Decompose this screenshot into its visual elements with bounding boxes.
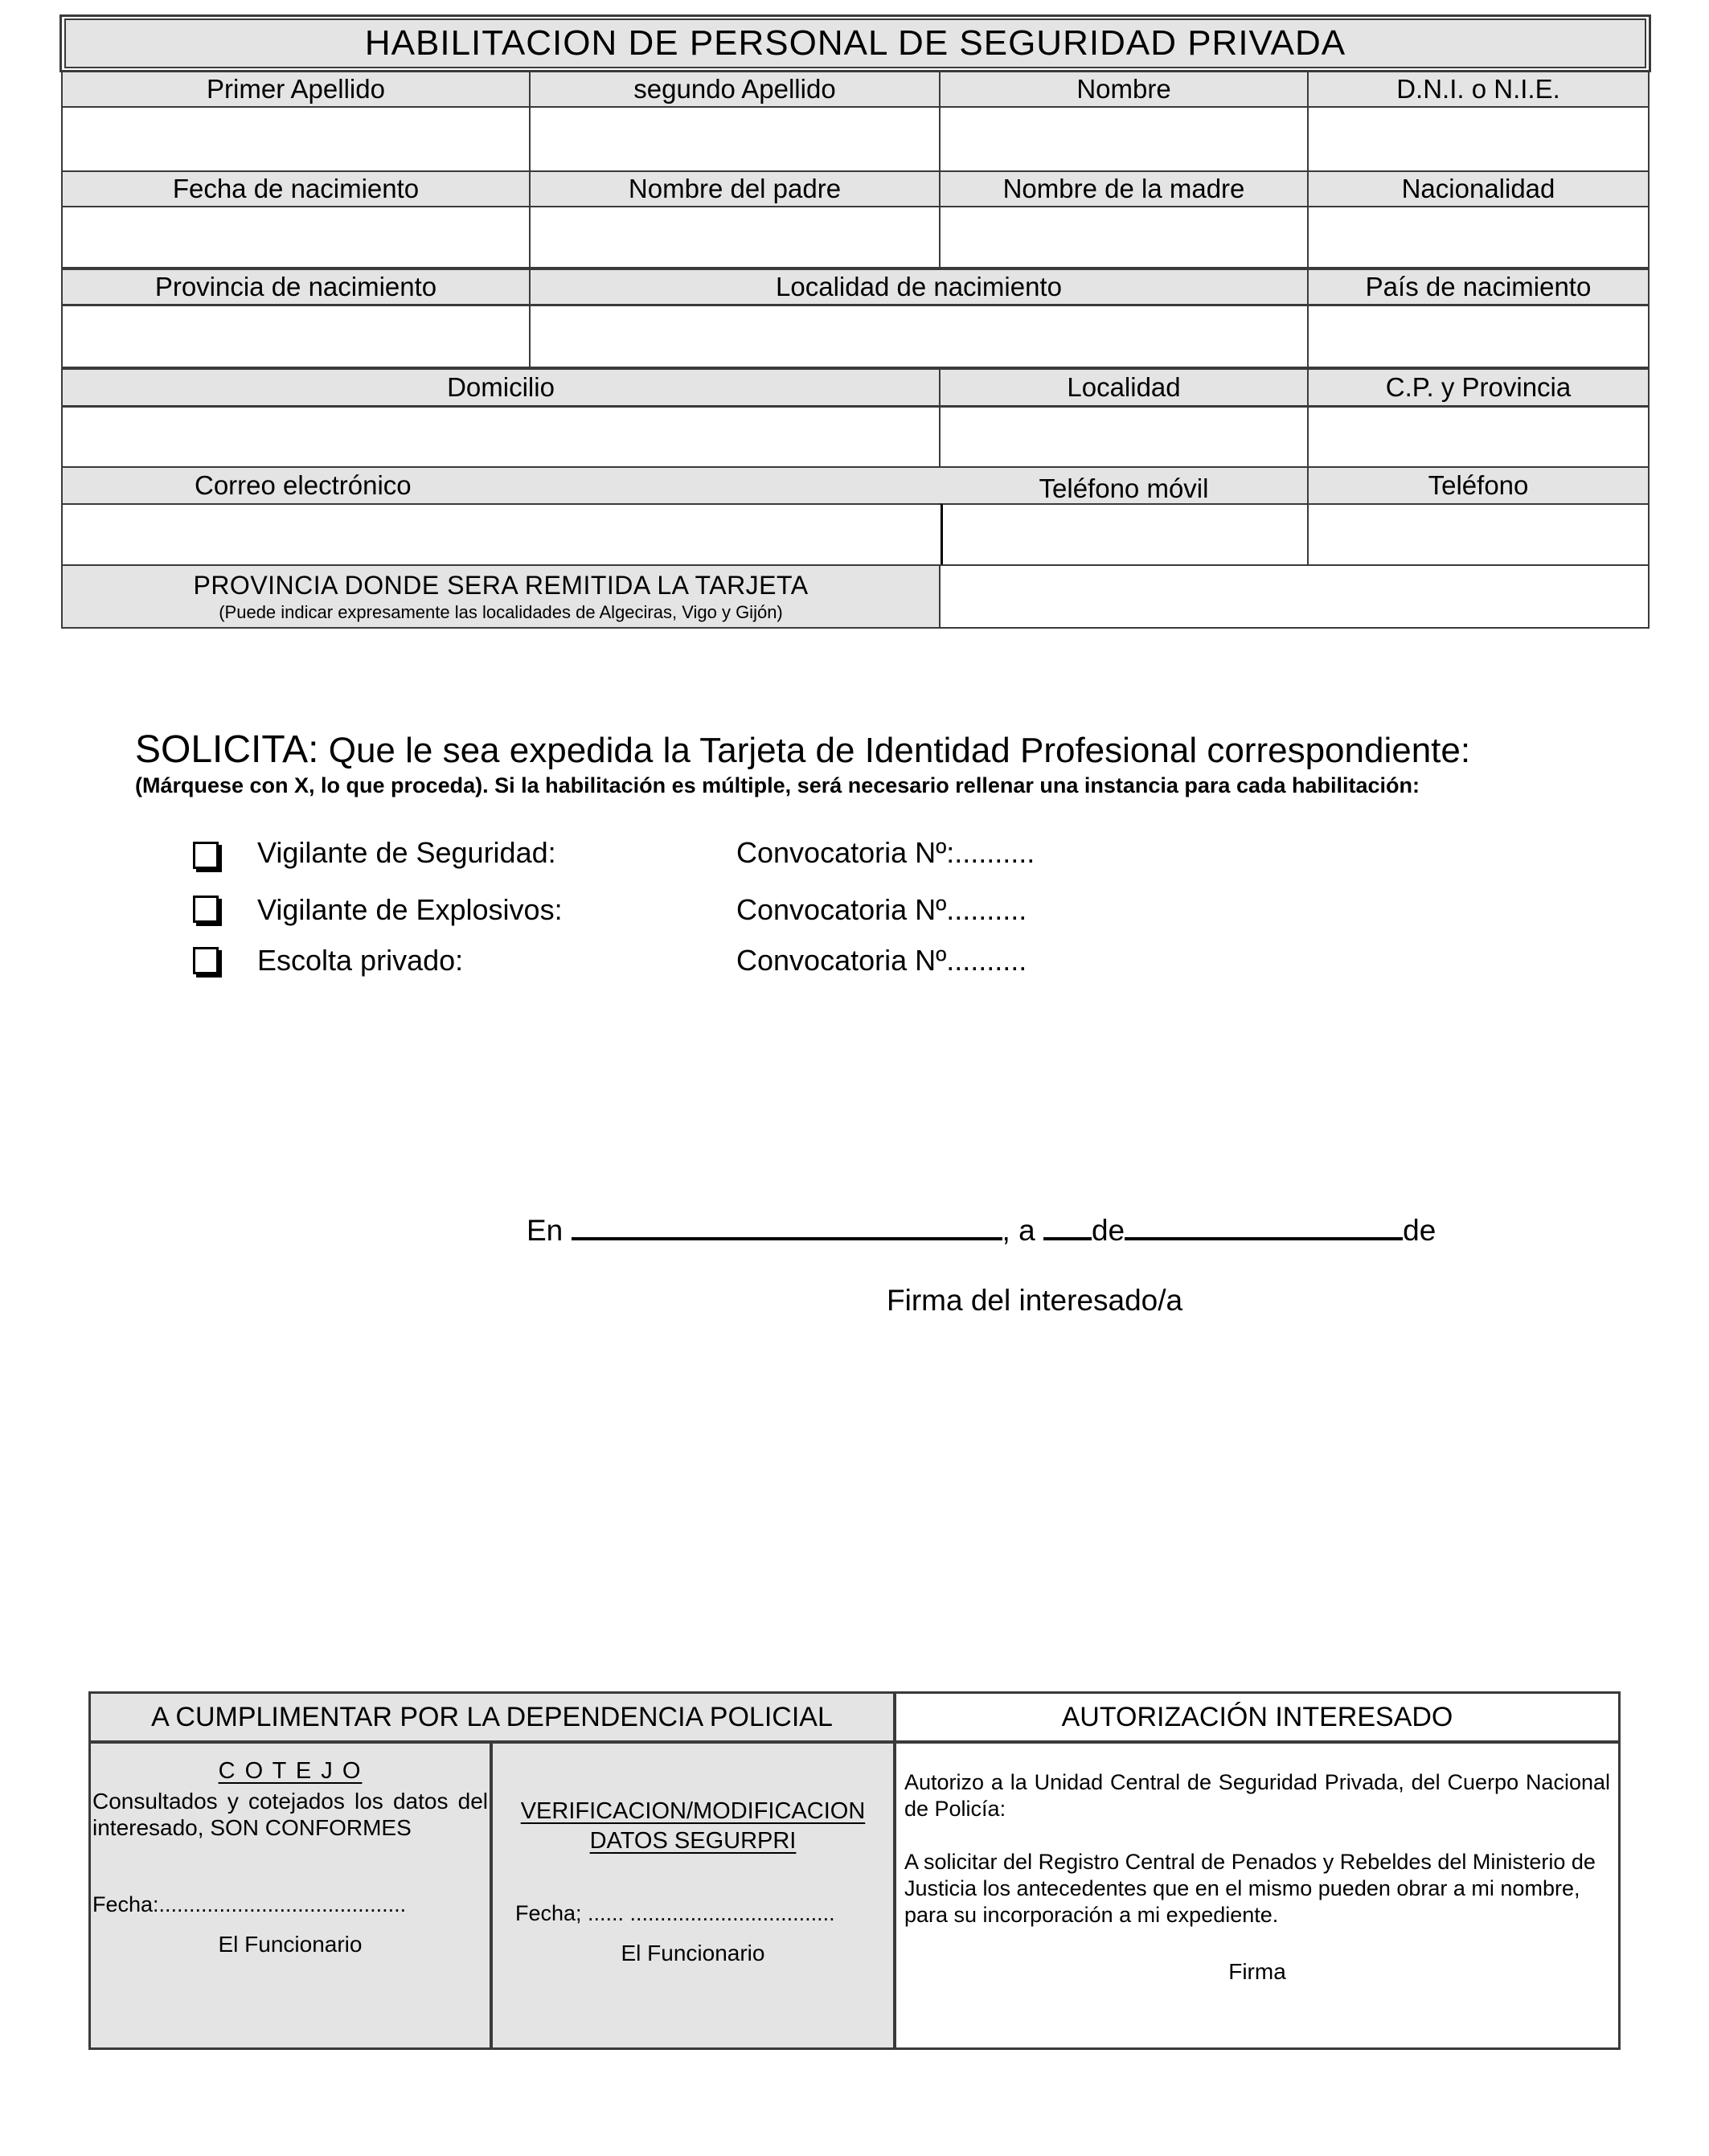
localidad-nacimiento-cell [529,304,1309,368]
label-telefono-movil: Teléfono móvil [1039,473,1209,503]
auth-section-header: AUTORIZACIÓN INTERESADO [894,1691,1621,1743]
request-statement [135,728,1470,772]
primer-apellido-input[interactable] [63,108,529,170]
telefono-movil-cell [941,503,1309,566]
convocatoria-escolta-privado: Convocatoria Nº.......... [736,944,1027,977]
request-text: Que le sea expedida la Tarjeta de Identidad Profesional correspondiente: [318,731,1471,770]
label-domicilio: Domicilio [61,367,941,407]
autorizacion-box [894,1741,1621,2050]
verificacion-box [490,1741,895,2050]
verificacion-title-line1: VERIFICACION/MODIFICACION [520,1798,866,1824]
signature-place-date [527,1214,1436,1248]
verificacion-funcionario: El Funcionario [621,1941,765,1965]
fecha-nacimiento-input[interactable] [63,207,529,267]
cp-provincia-input[interactable] [1309,408,1648,466]
label-nombre-madre: Nombre de la madre [939,170,1309,207]
autorizacion-firma: Firma [1228,1959,1286,1984]
cotejo-title: C O T E J O [218,1758,363,1784]
label-primer-apellido: Primer Apellido [61,71,531,108]
nombre-input[interactable] [941,108,1307,170]
telefono-movil-input[interactable] [943,505,1307,564]
month-blank[interactable] [1125,1215,1403,1240]
province-card-label: PROVINCIA DONDE SERA REMITIDA LA TARJETA [193,570,809,600]
label-dni-nie: D.N.I. o N.I.E. [1307,71,1650,108]
province-card-hint: (Puede indicar expresamente las localidades de Algeciras, Vigo y Gijón) [219,601,783,622]
nacionalidad-cell [1307,206,1650,268]
province-card-cell [939,564,1650,629]
verificacion-fecha: Fecha; ...... .................................. [515,1901,835,1925]
province-card-input[interactable] [941,566,1648,627]
form-title: HABILITACION DE PERSONAL DE SEGURIDAD PRIVADA [64,18,1646,68]
segundo-apellido-input[interactable] [531,108,939,170]
pais-nacimiento-cell [1307,304,1650,368]
label-localidad: Localidad [939,367,1309,407]
de-text-2: de [1403,1214,1436,1247]
localidad-cell [939,405,1309,468]
telefono-input[interactable] [1309,505,1648,564]
label-pais-nacimiento: País de nacimiento [1307,267,1650,305]
convocatoria-vigilante-explosivos: Convocatoria Nº.......... [736,893,1027,926]
nombre-padre-cell [529,206,941,268]
domicilio-input[interactable] [63,408,939,466]
label-segundo-apellido: segundo Apellido [529,71,941,108]
nombre-madre-input[interactable] [941,207,1307,267]
label-nacionalidad: Nacionalidad [1307,170,1650,207]
correo-electronico-cell [61,503,942,566]
dni-nie-input[interactable] [1309,108,1648,170]
checkbox-escolta-privado[interactable] [193,947,219,974]
request-note: (Márquese con X, lo que proceda). Si la habilitación es múltiple, será necesario rellenar una instancia para cada habilitación: [135,773,1420,797]
provincia-nacimiento-input[interactable] [63,306,529,367]
primer-apellido-cell [61,106,531,172]
label-nombre: Nombre [939,71,1309,108]
comma-a-text: , a [1002,1214,1035,1247]
firma-interesado-label: Firma del interesado/a [887,1284,1183,1317]
segundo-apellido-cell [529,106,941,172]
cotejo-text: Consultados y cotejados los datos del interesado, SON CONFORMES [92,1789,488,1840]
option-label-vigilante-seguridad: Vigilante de Seguridad: [257,836,556,869]
localidad-nacimiento-input[interactable] [531,306,1307,367]
label-correo-electronico: Correo electrónico [61,466,1309,505]
pais-nacimiento-input[interactable] [1309,306,1648,367]
nombre-cell [939,106,1309,172]
cp-provincia-cell [1307,405,1650,468]
localidad-input[interactable] [941,408,1307,466]
label-provincia-nacimiento: Provincia de nacimiento [61,267,531,305]
nombre-padre-input[interactable] [531,207,939,267]
day-blank[interactable] [1043,1215,1092,1240]
label-fecha-nacimiento: Fecha de nacimiento [61,170,531,207]
place-blank[interactable] [572,1215,1002,1240]
provincia-nacimiento-cell [61,304,531,368]
police-section-header: A CUMPLIMENTAR POR LA DEPENDENCIA POLICIAL [88,1691,895,1743]
label-localidad-nacimiento: Localidad de nacimiento [529,267,1309,305]
label-nombre-padre: Nombre del padre [529,170,941,207]
convocatoria-vigilante-seguridad: Convocatoria Nº:.......... [736,836,1035,869]
checkbox-vigilante-explosivos[interactable] [193,896,219,923]
request-heading: SOLICITA: [135,728,319,771]
province-card-label-cell [61,564,941,629]
cotejo-box [88,1741,492,2050]
verificacion-title-line2: DATOS SEGURPRI [589,1828,797,1854]
cotejo-fecha: Fecha:......................................... [92,1892,407,1916]
autorizacion-para1: Autorizo a la Unidad Central de Seguridad Privada, del Cuerpo Nacional de Policía: [904,1770,1610,1821]
en-text: En [527,1214,564,1247]
label-telefono: Teléfono [1307,466,1650,505]
nombre-madre-cell [939,206,1309,268]
checkbox-vigilante-seguridad[interactable] [193,842,219,869]
fecha-nacimiento-cell [61,206,531,268]
domicilio-cell [61,405,941,468]
correo-electronico-input[interactable] [63,505,941,564]
cotejo-funcionario: El Funcionario [218,1932,363,1957]
de-text-1: de [1091,1214,1125,1247]
dni-nie-cell [1307,106,1650,172]
telefono-cell [1307,503,1650,566]
nacionalidad-input[interactable] [1309,207,1648,267]
option-label-escolta-privado: Escolta privado: [257,944,464,977]
option-label-vigilante-explosivos: Vigilante de Explosivos: [257,893,563,926]
label-cp-provincia: C.P. y Provincia [1307,367,1650,407]
autorizacion-para2: A solicitar del Registro Central de Penados y Rebeldes del Ministerio de Justicia los antecedentes que en el mismo pueden obrar a mi nombre, para su incorporación a mi expediente. [904,1850,1596,1927]
